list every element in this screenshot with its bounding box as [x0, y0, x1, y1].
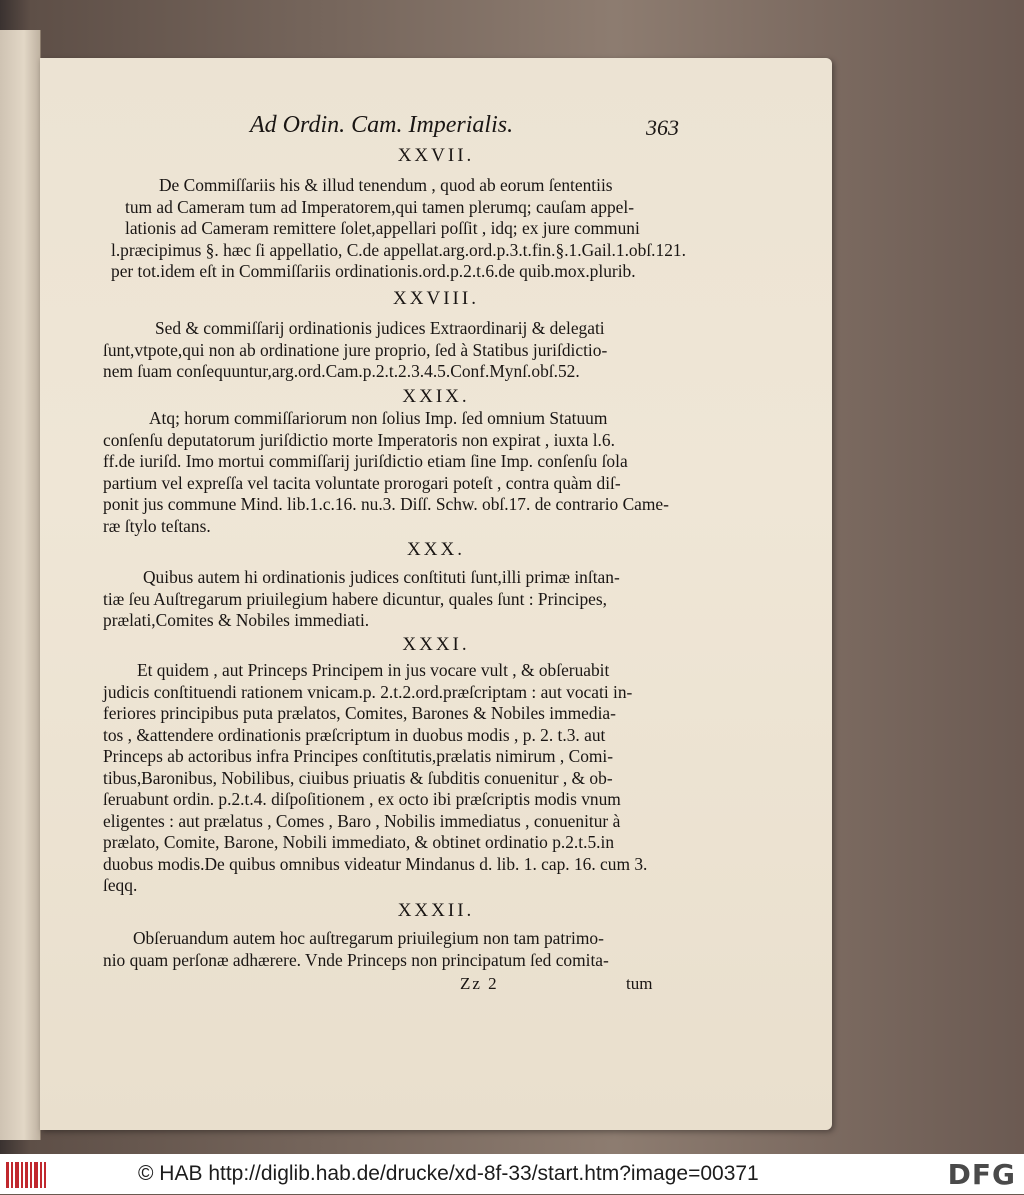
copyright-link[interactable]: © HAB http://diglib.hab.de/drucke/xd-8f-33/start.htm?image=00371: [138, 1162, 759, 1185]
text-line: Sed & commiſſarij ordinationis judices Extraordinarij & delegati: [155, 318, 605, 338]
text-line: ff.de iuriſd. Imo mortui commiſſarij juriſdictio etiam ſine Imp. conſenſu ſola: [103, 451, 628, 471]
text-line: tiæ ſeu Auſtregarum priuilegium habere dicuntur, quales ſunt : Principes,: [103, 588, 608, 609]
section-paragraph: [103, 175, 686, 283]
facing-page-edge: [0, 30, 41, 1140]
section-heading: XXX.: [407, 539, 465, 560]
text-line: tos , &attendere ordinationis præſcriptum in duobus modis , p. 2. t.3. aut: [103, 724, 606, 745]
text-line: nem ſuam conſequuntur,arg.ord.Cam.p.2.t.2.3.4.5.Conf.Mynſ.obſ.52.: [103, 361, 580, 381]
section-paragraph: [103, 408, 675, 537]
section-heading: XXIX.: [402, 386, 470, 407]
text-line: ſunt,vtpote,qui non ab ordinatione jure proprio, ſed à Statibus juriſdictio-: [103, 339, 608, 360]
hab-barcode-icon: [6, 1160, 46, 1195]
signature-mark: Zz 2: [460, 974, 499, 993]
text-line: tum ad Cameram tum ad Imperatorem,qui tamen plerumq; cauſam appel-: [125, 196, 634, 217]
text-line: duobus modis.De quibus omnibus videatur Mindanus d. lib. 1. cap. 16. cum 3.: [103, 853, 648, 874]
section-heading: XXVIII.: [393, 288, 479, 309]
footer-bar: [0, 1154, 1024, 1194]
section-heading: XXXI.: [402, 634, 470, 655]
text-line: Atq; horum commiſſariorum non ſolius Imp. ſed omnium Statuum: [149, 408, 608, 428]
text-line: l.præcipimus §. hæc ſi appellatio, C.de appellat.arg.ord.p.3.t.fin.§.1.Gail.1.obſ.121.: [111, 239, 686, 260]
text-line: ponit jus commune Mind. lib.1.c.16. nu.3. Diſſ. Schw. obſ.17. de contrario Came-: [103, 494, 669, 514]
text-line: tibus,Baronibus, Nobilibus, ciuibus priuatis & ſubditis conuenitur , & ob-: [103, 767, 613, 788]
text-line: nio quam perſonæ adhærere. Vnde Princeps non principatum ſed comita-: [103, 949, 609, 970]
text-line: Princeps ab actoribus infra Principes conſtitutis,prælatis nimirum , Comi-: [103, 746, 614, 766]
page-number: 363: [646, 115, 679, 140]
text-line: prælato, Comite, Barone, Nobili immediato, & obtinet ordinatio p.2.t.5.in: [103, 832, 615, 852]
section-paragraph: [103, 660, 675, 897]
section-heading: XXXII.: [397, 900, 475, 921]
section-paragraph: [103, 567, 675, 632]
text-line: judicis conſtituendi rationem vnicam.p. 2.t.2.ord.præſcriptam : aut vocati in-: [103, 681, 633, 702]
text-line: De Commiſſariis his & illud tenendum , quod ab eorum ſententiis: [159, 175, 613, 195]
text-line: conſenſu deputatorum juriſdictio morte Imperatoris non expirat , iuxta l.6.: [103, 429, 615, 450]
text-line: Et quidem , aut Princeps Principem in jus vocare vult , & obſeruabit: [137, 660, 610, 680]
text-line: Obſeruandum autem hoc auſtregarum priuilegium non tam patrimo-: [133, 928, 604, 948]
text-line: Quibus autem hi ordinationis judices conſtituti ſunt,illi primæ inſtan-: [143, 567, 620, 587]
section-paragraph: [103, 928, 675, 971]
section-heading: XXVII.: [397, 145, 475, 166]
catchword: tum: [626, 974, 653, 993]
text-line: lationis ad Cameram remittere ſolet,appellari poſſit , idq; ex jure communi: [125, 218, 640, 238]
dfg-logo: DFG: [947, 1158, 1016, 1191]
text-line: eligentes : aut prælatus , Comes , Baro , Nobilis immediatus , conuenitur à: [103, 810, 621, 831]
section-paragraph: [103, 318, 675, 383]
text-line: feriores principibus puta prælatos, Comites, Barones & Nobiles immedia-: [103, 703, 616, 723]
running-head: Ad Ordin. Cam. Imperialis.: [250, 112, 514, 138]
text-line: per tot.idem eſt in Commiſſariis ordinationis.ord.p.2.t.6.de quib.mox.plurib.: [111, 261, 636, 281]
text-line: partium vel expreſſa vel tacita voluntate prorogari poteſt , contra quàm diſ-: [103, 472, 621, 493]
text-line: prælati,Comites & Nobiles immediati.: [103, 610, 370, 630]
text-line: ræ ſtylo teſtans.: [103, 515, 211, 536]
text-line: ſeqq.: [103, 875, 138, 895]
text-line: ſeruabunt ordin. p.2.t.4. diſpoſitionem , ex octo ibi præſcriptis modis vnum: [103, 789, 621, 809]
